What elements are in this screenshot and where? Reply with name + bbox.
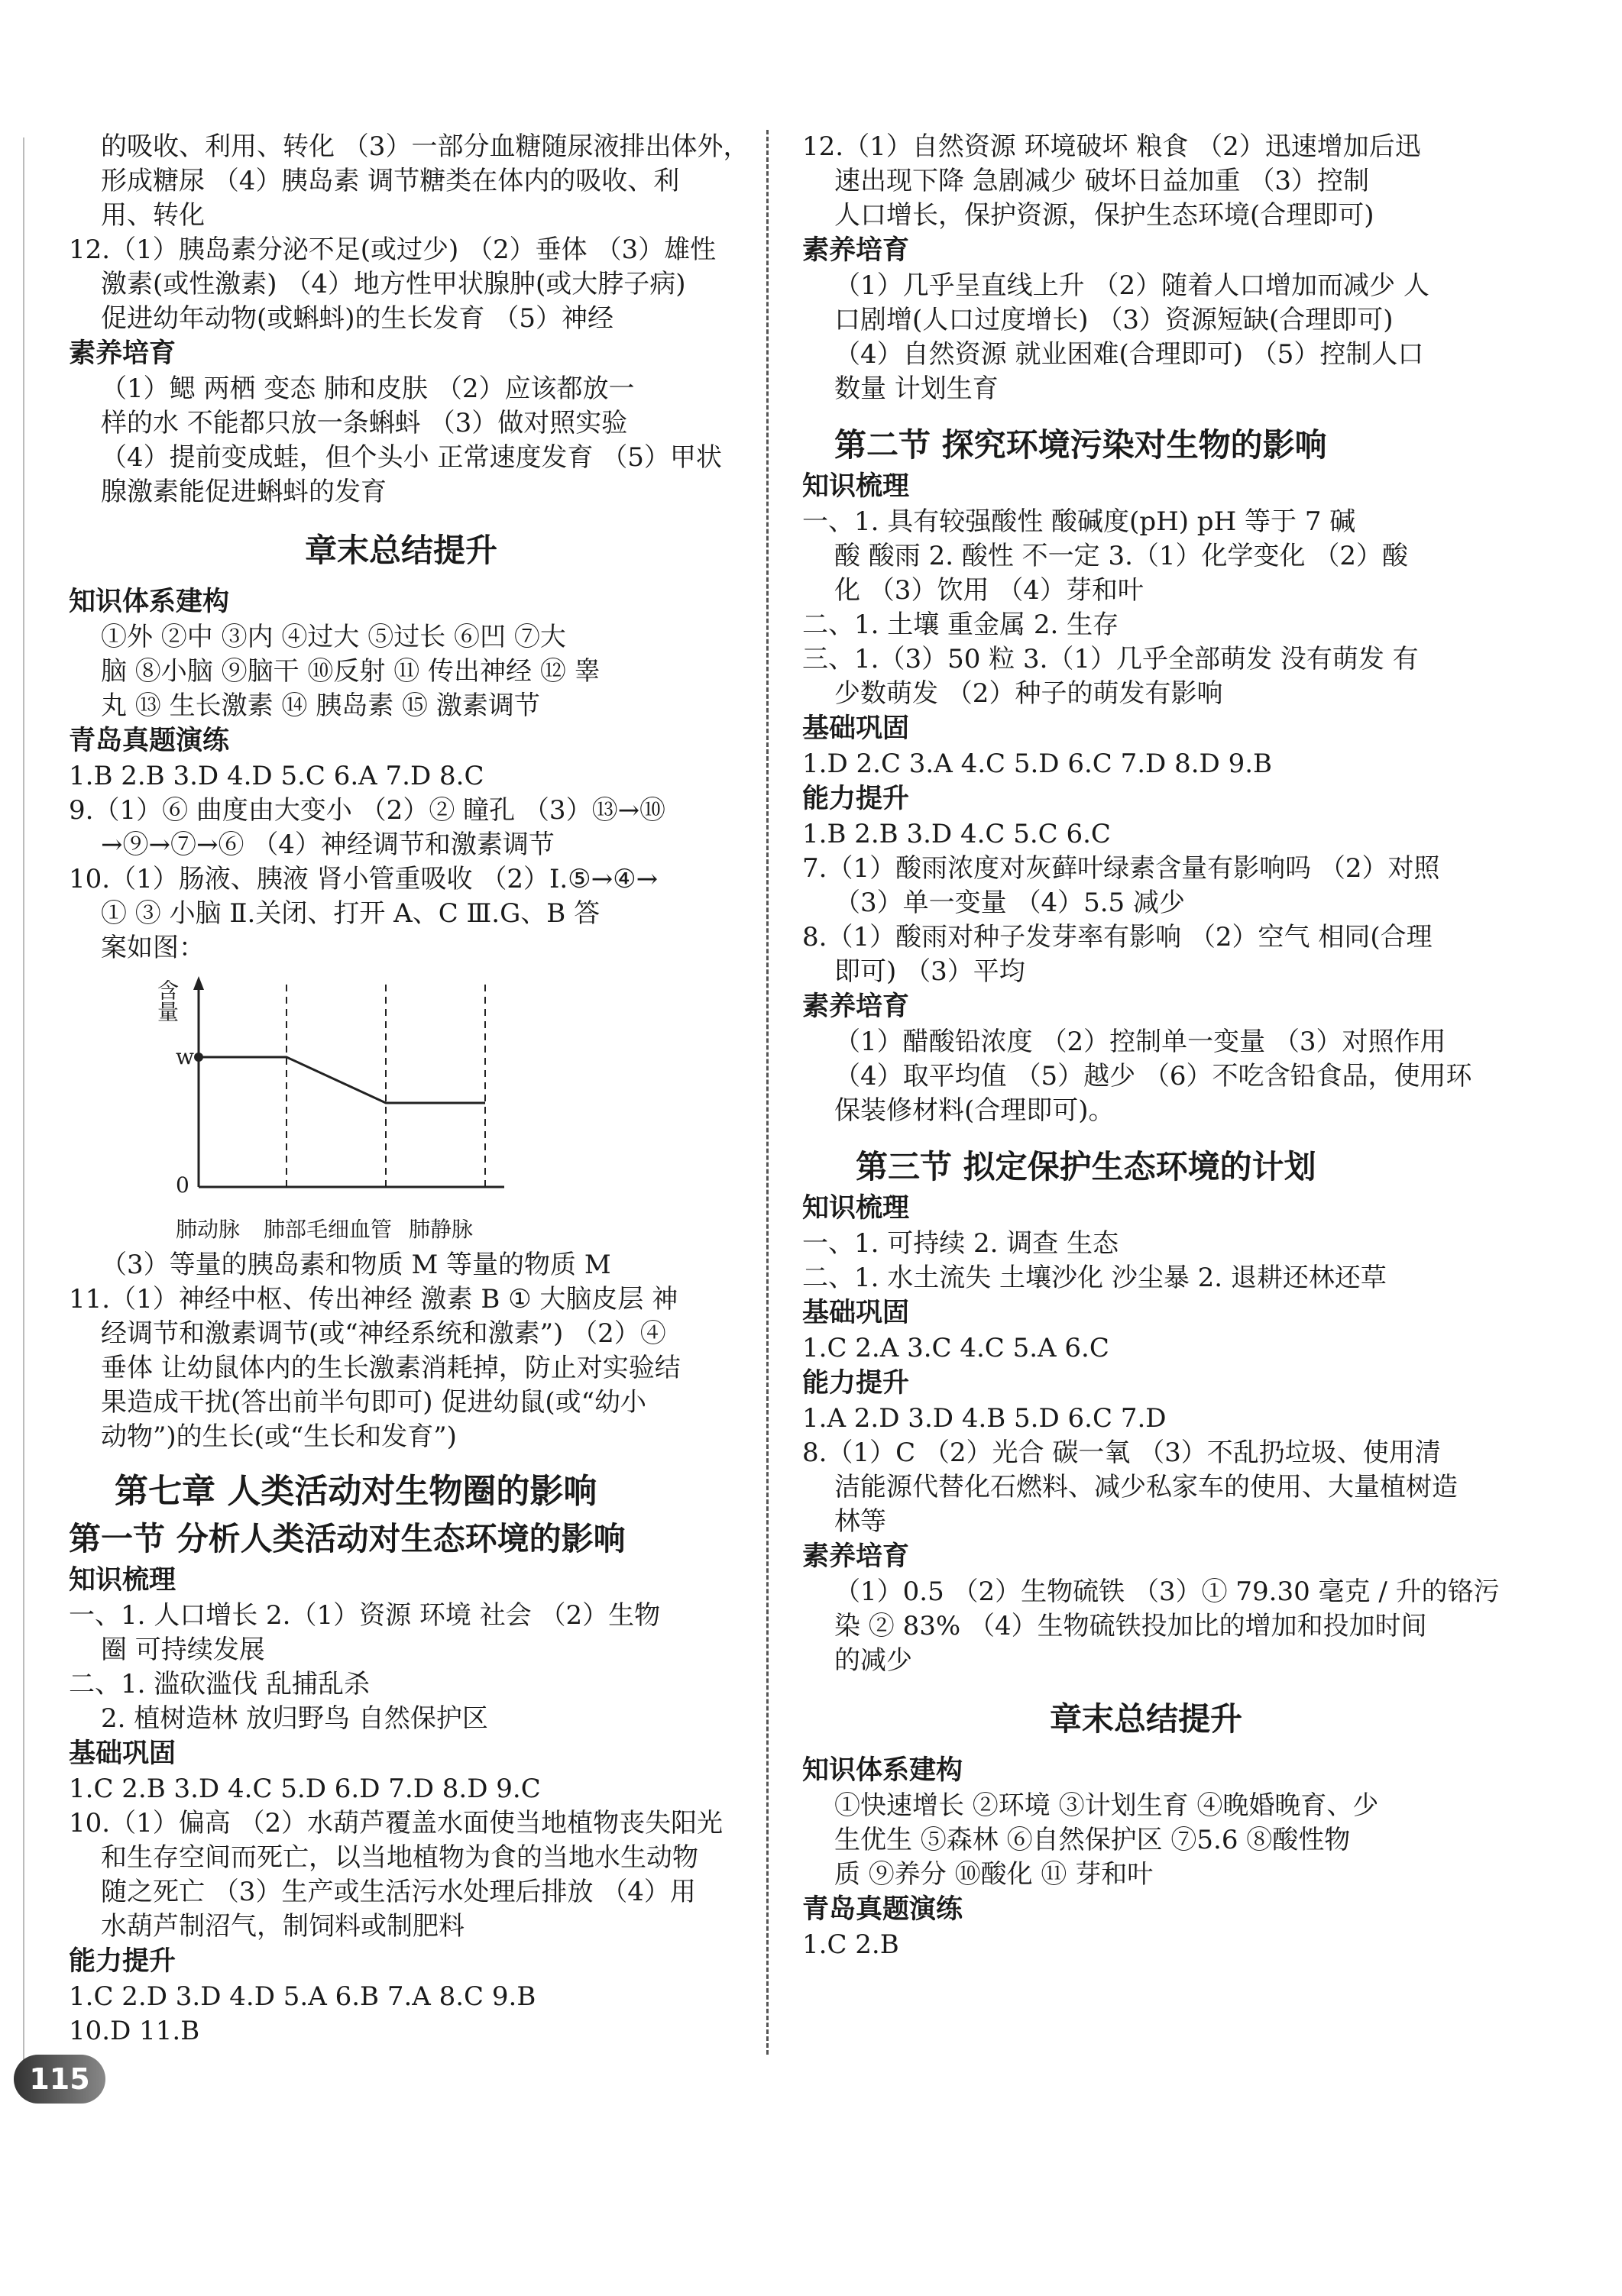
- text-line: 10.D 11.B: [69, 2016, 200, 2046]
- text-line: 9.（1）⑥ 曲度由大变小 （2）② 瞳孔 （3）⑬→⑩: [69, 795, 666, 826]
- column-divider: [766, 130, 769, 2055]
- text-line: 2. 植树造林 放归野鸟 自然保护区: [101, 1703, 488, 1734]
- text-line: 速出现下降 急剧减少 破坏日益加重 （3）控制: [834, 166, 1370, 196]
- text-line: 保装修材料(合理即可)。: [834, 1095, 1115, 1126]
- text-line: 圈 可持续发展: [101, 1635, 265, 1665]
- s3-nengli-block: [802, 1402, 1490, 1539]
- s3-shuli-block: [802, 1227, 1490, 1295]
- text-line: 8.（1）C （2）光合 碳一氧 （3）不乱扔垃圾、使用清: [802, 1437, 1441, 1468]
- s2-nengli-block: [802, 817, 1490, 989]
- question-12: [69, 233, 733, 336]
- heading-suyang: 素养培育: [69, 338, 176, 369]
- section-1-title: 第一节 分析人类活动对生态环境的影响: [69, 1520, 626, 1557]
- chapter-summary-title: 章末总结提升: [1049, 1700, 1242, 1738]
- s3-suyang-block: [802, 1575, 1500, 1678]
- answer-graph: [115, 973, 512, 1218]
- y-axis-arrow: [193, 976, 204, 990]
- text-line: 7.（1）酸雨浓度对灰藓叶绿素含量有影响吗 （2）对照: [802, 853, 1440, 884]
- text-line: 洁能源代替化石燃料、减少私家车的使用、大量植树造: [834, 1472, 1458, 1502]
- w-point: [194, 1053, 203, 1062]
- graph-zero-label: 0: [176, 1172, 189, 1198]
- text-line: 10.（1）偏高 （2）水葫芦覆盖水面使当地植物丧失阳光: [69, 1808, 724, 1838]
- right-column: [802, 130, 1500, 1962]
- text-line: 12.（1）胰岛素分泌不足(或过少) （2）垂体 （3）雄性: [69, 234, 717, 265]
- text-line: 质 ⑨养分 ⑩酸化 ⑪ 芽和叶: [834, 1859, 1154, 1890]
- text-line: 一、1. 人口增长 2.（1）资源 环境 社会 （2）生物: [69, 1600, 661, 1631]
- text-line: 染 ② 83% （4）生物硫铁投加比的增加和投加时间: [834, 1611, 1427, 1641]
- heading-nengli: 能力提升: [802, 1368, 910, 1399]
- text-line: 促进幼年动物(或蝌蚪)的生长发育 （5）神经: [101, 303, 614, 334]
- text-line: ①外 ②中 ③内 ④过大 ⑤过长 ⑥凹 ⑦大: [101, 622, 566, 652]
- text-line: 的吸收、利用、转化 （3）一部分血糖随尿液排出体外，: [101, 131, 749, 162]
- heading-suyang: 素养培育: [802, 1541, 910, 1572]
- text-line: 8.（1）酸雨对种子发芽率有影响 （2）空气 相同(合理: [802, 922, 1433, 952]
- text-line: （4）提前变成蛙，但个头小 正常速度发育 （5）甲状: [101, 442, 722, 473]
- text-line: 三、1.（3）50 粒 3.（1）几乎全部萌发 没有萌发 有: [802, 644, 1419, 674]
- text-line: 生优生 ⑤森林 ⑥自然保护区 ⑦5.6 ⑧酸性物: [834, 1825, 1351, 1855]
- heading-zhenti: 青岛真题演练: [802, 1894, 963, 1925]
- text-line: →⑨→⑦→⑥ （4）神经调节和激素调节: [101, 829, 555, 860]
- heading-nengli: 能力提升: [69, 1946, 176, 1977]
- text-line: 1.B 2.B 3.D 4.C 5.C 6.C: [802, 819, 1111, 849]
- suyang-block: [802, 269, 1490, 406]
- text-line: ① ③ 小脑 Ⅱ.关闭、打开 A、C Ⅲ.G、B 答: [101, 898, 601, 929]
- text-line: （1）醋酸铅浓度 （2）控制单一变量 （3）对照作用: [834, 1027, 1446, 1057]
- text-line: 水葫芦制沼气，制饲料或制肥料: [101, 1911, 465, 1942]
- text-line: （3）单一变量 （4）5.5 减少: [834, 888, 1185, 918]
- x-label-feidongmai: 肺动脉: [176, 1217, 241, 1242]
- x-label-feijingmai: 肺静脉: [409, 1217, 474, 1242]
- heading-tixi: 知识体系建构: [802, 1755, 963, 1786]
- text-line: 林等: [834, 1506, 886, 1537]
- zhenti-block: [69, 759, 733, 965]
- chapter-7-title: 第七章 人类活动对生物圈的影响: [115, 1472, 597, 1511]
- page-number-badge: 115: [14, 2055, 105, 2104]
- text-line: 用、转化: [101, 200, 205, 231]
- text-line: 酸 酸雨 2. 酸性 不一定 3.（1）化学变化 （2）酸: [834, 541, 1408, 571]
- s2-suyang-block: [802, 1025, 1490, 1128]
- text-line: （3）等量的胰岛素和物质 M 等量的物质 M: [101, 1250, 611, 1280]
- text-line: 二、1. 土壤 重金属 2. 生存: [802, 610, 1119, 640]
- text-line: 丸 ⑬ 生长激素 ⑭ 胰岛素 ⑮ 激素调节: [101, 690, 540, 721]
- content-line: [199, 1057, 485, 1103]
- text-line: 果造成干扰(答出前半句即可) 促进幼鼠(或“幼小: [101, 1387, 646, 1418]
- after-graph-block: [69, 1248, 733, 1454]
- left-column: [69, 130, 749, 2049]
- text-line: （4）取平均值 （5）越少 （6）不吃含铅食品，使用环: [834, 1061, 1472, 1091]
- text-line: 1.A 2.D 3.D 4.B 5.D 6.C 7.D: [802, 1403, 1167, 1434]
- text-line: 腺激素能促进蝌蚪的发育: [101, 477, 387, 507]
- text-line: 1.C 2.A 3.C 4.C 5.A 6.C: [802, 1333, 1109, 1363]
- s2-shuli-block: [802, 505, 1490, 711]
- heading-jichu: 基础巩固: [69, 1738, 176, 1769]
- text-line: 1.C 2.B 3.D 4.C 5.D 6.D 7.D 8.D 9.C: [69, 1774, 541, 1804]
- heading-shuli: 知识梳理: [69, 1565, 176, 1596]
- text-line: 一、1. 可持续 2. 调查 生态: [802, 1228, 1119, 1259]
- heading-zhenti: 青岛真题演练: [69, 726, 230, 756]
- chapter-summary-title: 章末总结提升: [304, 532, 497, 569]
- text-line: 1.D 2.C 3.A 4.C 5.D 6.C 7.D 8.D 9.B: [802, 749, 1273, 779]
- text-line: 1.C 2.B: [802, 1929, 899, 1960]
- heading-jichu: 基础巩固: [802, 713, 910, 744]
- graph-w-label: w: [176, 1044, 194, 1069]
- text-line: 脑 ⑧小脑 ⑨脑干 ⑩反射 ⑪ 传出神经 ⑫ 睾: [101, 656, 601, 687]
- text-line: 11.（1）神经中枢、传出神经 激素 B ① 大脑皮层 神: [69, 1284, 678, 1315]
- heading-suyang: 素养培育: [802, 235, 910, 266]
- text-line: 即可) （3）平均: [834, 956, 1025, 987]
- shuli-block: [69, 1599, 733, 1736]
- block1: [69, 130, 749, 233]
- heading-jichu: 基础巩固: [802, 1298, 910, 1328]
- section-2-title: 第二节 探究环境污染对生物的影响: [834, 426, 1327, 464]
- text-line: （1）几乎呈直线上升 （2）随着人口增加而减少 人: [834, 270, 1429, 301]
- text-line: 10.（1）肠液、胰液 肾小管重吸收 （2）Ⅰ.⑤→④→: [69, 864, 659, 894]
- tixi-block: [802, 1789, 1490, 1892]
- heading-nengli: 能力提升: [802, 784, 910, 814]
- text-line: 动物”)的生长(或“生长和发育”): [101, 1421, 457, 1452]
- text-line: （4）自然资源 就业困难(合理即可) （5）控制人口: [834, 339, 1424, 370]
- text-line: 人口增长，保护资源，保护生态环境(合理即可): [834, 200, 1374, 231]
- x-label-maoxixueguan: 肺部毛细血管: [264, 1217, 393, 1242]
- text-line: 垂体 让幼鼠体内的生长激素消耗掉，防止对实验结: [101, 1353, 681, 1383]
- heading-suyang: 素养培育: [802, 991, 910, 1022]
- text-line: （1）鳃 两栖 变态 肺和皮肤 （2）应该都放一: [101, 374, 635, 404]
- text-line: 样的水 不能都只放一条蝌蚪 （3）做对照实验: [101, 408, 628, 438]
- suyang-block: [69, 372, 733, 509]
- text-line: 激素(或性激素) （4）地方性甲状腺肿(或大脖子病): [101, 269, 686, 299]
- text-line: 案如图：: [101, 933, 205, 963]
- nengli-block: [69, 1980, 733, 2049]
- text-line: 少数萌发 （2）种子的萌发有影响: [834, 678, 1223, 709]
- heading-shuli: 知识梳理: [802, 471, 910, 502]
- text-line: 化 （3）饮用 （4）芽和叶: [834, 575, 1144, 606]
- text-line: 一、1. 具有较强酸性 酸碱度(pH) pH 等于 7 碱: [802, 506, 1356, 537]
- graph-y-label: 含量: [154, 979, 180, 1022]
- page-edge-line: [23, 137, 24, 2062]
- text-line: 12.（1）自然资源 环境破坏 粮食 （2）迅速增加后迅: [802, 131, 1421, 162]
- section-3-title: 第三节 拟定保护生态环境的计划: [856, 1148, 1316, 1185]
- text-line: 形成糖尿 （4）胰岛素 调节糖类在体内的吸收、利: [101, 166, 680, 196]
- text-line: ①快速增长 ②环境 ③计划生育 ④晚婚晚育、少: [834, 1790, 1379, 1821]
- text-line: 和生存空间而死亡，以当地植物为食的当地水生动物: [101, 1842, 698, 1873]
- graph-x-labels: [115, 1218, 542, 1248]
- jichu-block: [69, 1772, 733, 1944]
- text-line: 经调节和激素调节(或“神经系统和激素”) （2）④: [101, 1318, 666, 1349]
- text-line: 1.B 2.B 3.D 4.D 5.C 6.A 7.D 8.C: [69, 761, 484, 791]
- question-12-right: [802, 130, 1490, 233]
- text-line: 随之死亡 （3）生产或生活污水处理后排放 （4）用: [101, 1877, 696, 1907]
- text-line: （1）0.5 （2）生物硫铁 （3）① 79.30 毫克 / 升的铬污: [834, 1576, 1500, 1607]
- text-line: 二、1. 水土流失 土壤沙化 沙尘暴 2. 退耕还林还草: [802, 1263, 1387, 1293]
- tixi-block: [69, 620, 733, 723]
- heading-shuli: 知识梳理: [802, 1193, 910, 1224]
- text-line: 的减少: [834, 1645, 912, 1676]
- heading-tixi: 知识体系建构: [69, 587, 230, 617]
- text-line: 口剧增(人口过度增长) （3）资源短缺(合理即可): [834, 305, 1394, 335]
- text-line: 数量 计划生育: [834, 374, 999, 404]
- text-line: 二、1. 滥砍滥伐 乱捕乱杀: [69, 1669, 371, 1699]
- text-line: 1.C 2.D 3.D 4.D 5.A 6.B 7.A 8.C 9.B: [69, 1981, 536, 2012]
